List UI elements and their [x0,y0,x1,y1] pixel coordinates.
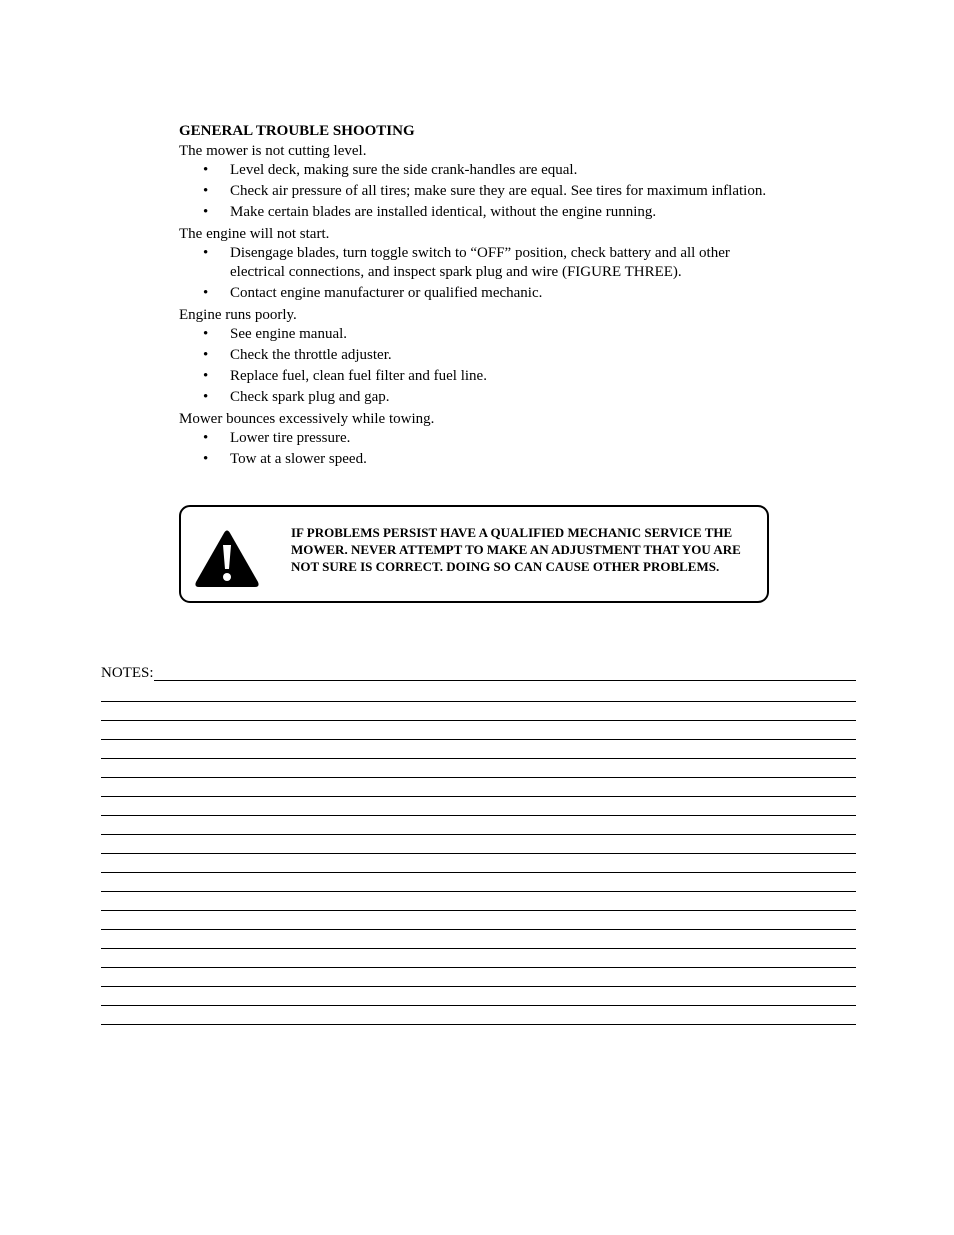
tip-item [179,182,779,201]
problem-heading: The mower is not cutting level. [179,143,367,159]
bullet-icon: • [203,389,209,405]
notes-line [101,816,856,835]
tip-item [179,203,779,222]
section-heading: GENERAL TROUBLE SHOOTING [179,123,415,139]
notes-line [101,683,856,702]
notes-area [101,663,856,1025]
tip-list [179,244,779,303]
bullet-icon: • [203,326,209,342]
tip-text: Check air pressure of all tires; make sure they are equal. See tires for maximum inflation. [230,183,767,199]
bullet-icon: • [203,368,209,384]
notes-line [101,778,856,797]
notes-line [101,702,856,721]
bullet-icon: • [203,285,209,301]
bullet-icon: • [203,183,209,199]
warning-triangle-icon [194,529,260,589]
bullet-icon: • [203,347,209,363]
tip-item [179,325,779,344]
bullet-icon: • [203,430,209,446]
notes-line [101,759,856,778]
notes-first-line [101,663,856,683]
tip-item [179,284,779,303]
problem-heading: Engine runs poorly. [179,307,297,323]
troubleshooting-section [179,121,779,471]
warning-box [179,505,769,603]
notes-line [154,680,857,681]
tip-item [179,244,779,282]
notes-line [101,835,856,854]
bullet-icon: • [203,451,209,467]
tip-list [179,429,779,469]
tip-text: Tow at a slower speed. [230,451,367,467]
bullet-icon: • [203,204,209,220]
tip-text: Contact engine manufacturer or qualified mechanic. [230,285,543,301]
problem-heading: The engine will not start. [179,226,330,242]
tip-text: Level deck, making sure the side crank-handles are equal. [230,162,578,178]
tip-text: Check spark plug and gap. [230,389,390,405]
bullet-icon: • [203,245,209,261]
tip-text: Replace fuel, clean fuel filter and fuel line. [230,368,487,384]
tip-item [179,367,779,386]
tip-text: Check the throttle adjuster. [230,347,392,363]
notes-line [101,987,856,1006]
tip-item [179,388,779,407]
notes-line [101,797,856,816]
notes-line [101,740,856,759]
notes-line [101,854,856,873]
notes-line [101,968,856,987]
tip-text: Lower tire pressure. [230,430,351,446]
tip-list [179,325,779,407]
notes-line [101,721,856,740]
tip-text: Disengage blades, turn toggle switch to “OFF” position, check battery and all other electrical connections, and inspect spark plug and wire (FIGURE THREE). [230,245,730,280]
tip-list [179,161,779,222]
notes-label: NOTES: [101,665,154,681]
tip-item [179,161,779,180]
tip-item [179,429,779,448]
notes-line [101,949,856,968]
notes-lines [101,683,856,1025]
tip-item [179,346,779,365]
notes-line [101,892,856,911]
tip-item [179,450,779,469]
notes-line [101,1006,856,1025]
bullet-icon: • [203,162,209,178]
tip-text: Make certain blades are installed identical, without the engine running. [230,204,657,220]
problem-list [179,141,779,469]
notes-line [101,911,856,930]
tip-text: See engine manual. [230,326,348,342]
warning-text: IF PROBLEMS PERSIST HAVE A QUALIFIED MECHANIC SERVICE THE MOWER. NEVER ATTEMPT TO MAKE AN ADJUSTMENT THAT YOU ARE NOT SURE IS CORRECT. DOING SO CAN CAUSE OTHER PROBLEMS. [291,525,741,574]
problem-heading: Mower bounces excessively while towing. [179,411,435,427]
notes-line [101,873,856,892]
notes-line [101,930,856,949]
